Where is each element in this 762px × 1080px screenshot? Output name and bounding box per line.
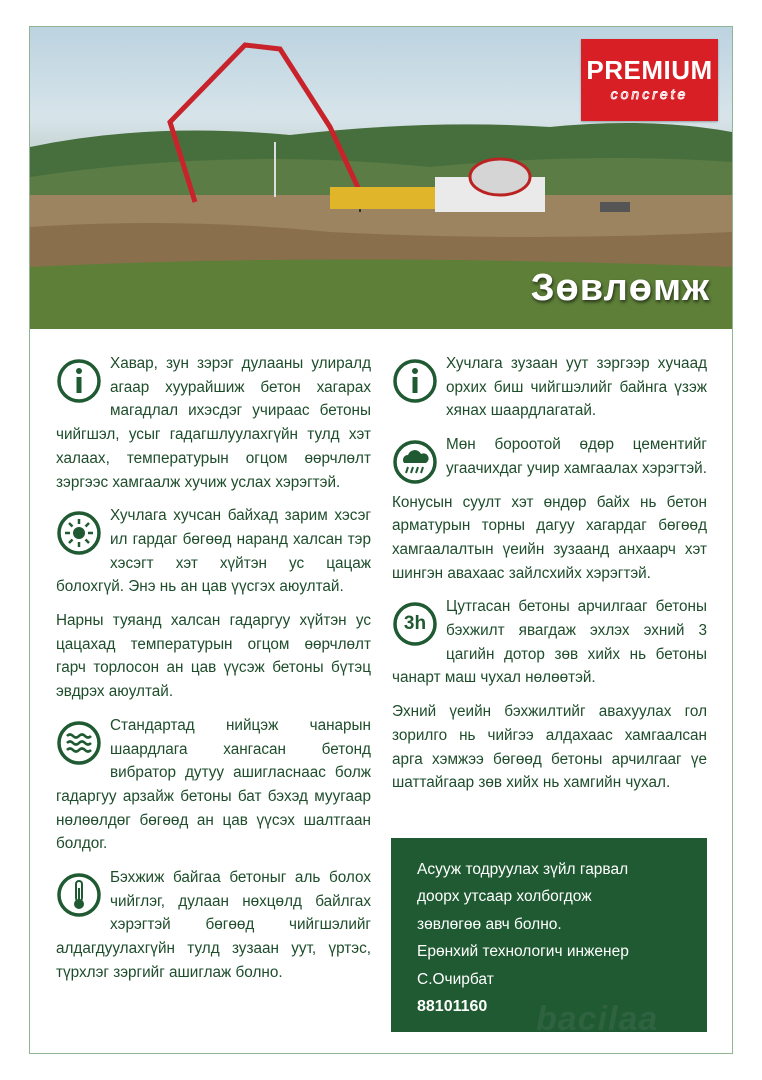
tip-paragraph xyxy=(56,714,371,856)
right-column xyxy=(392,352,707,805)
rain-cloud-icon xyxy=(392,439,438,485)
premium-concrete-logo xyxy=(581,39,718,121)
watermark: bacilaa xyxy=(536,1000,659,1038)
contact-line: доорх утсаар холбогдож xyxy=(417,888,592,906)
contact-job-title: Ерөнхий технологич инженер xyxy=(417,943,629,961)
contact-line: зөвлөгөө авч болно. xyxy=(417,915,562,933)
logo-tagline: concrete xyxy=(610,86,689,102)
tip-paragraph: Конусын суулт хэт өндөр байх нь бетон арматурын торны дагуу хагардаг бөгөөд хамгаалалтын үеийн зузаанд анхаарч хэт шингэн авахаас зайлсхийх хэрэгтэй. xyxy=(392,493,707,582)
waves-icon xyxy=(56,720,102,766)
tip-text: Хучлага зузаан уут зэргээр хучаад орхих биш чийгшэлийг байнга үзэж хянах шаардлагатай. xyxy=(446,355,707,420)
tip-paragraph xyxy=(56,352,371,494)
tip-paragraph xyxy=(56,504,371,599)
page-title: Зөвлөмж xyxy=(530,267,710,309)
time-3h-icon xyxy=(392,601,438,647)
tip-paragraph xyxy=(56,866,371,985)
tip-text: Стандартад нийцэж чанарын шаардлага хангасан бетонд вибратор дутуу ашигласнаас болж гадаргуу арзайж бетоны бат бэхэд муугаар нөлөөлдөг бөгөөд ан цав үүсэх шалтгаан болдог. xyxy=(56,716,371,853)
info-icon xyxy=(56,358,102,404)
logo-brand-name: PREMIUM xyxy=(586,55,713,85)
thermometer-icon xyxy=(56,872,102,918)
tip-text: Цутгасан бетоны арчилгааг бетоны бэхжилт явагдаж эхлэх эхний 3 цагийн дотор зөв хийх нь бетоны чанарт маш чухал нөлөөтэй. xyxy=(392,598,707,687)
contact-phone[interactable]: 88101160 xyxy=(417,998,488,1016)
left-column xyxy=(56,352,371,995)
tip-paragraph xyxy=(392,595,707,690)
hero-image xyxy=(30,27,732,329)
tip-text: Бэхжиж байгаа бетоныг аль болох чийглэг, дулаан нөхцөлд байлгах хэрэгтэй бөгөөд чийгшэлийг алдагдуулахгүйн тулд зузаан уут, үртэс, түрхлэг зэргийг ашиглаж болно. xyxy=(56,869,371,981)
tip-text: Мөн бороотой өдөр цементийг угаачихдаг учир хамгаалах хэрэгтэй. xyxy=(446,436,707,477)
tip-text: Хавар, зун зэрэг дулааны улиралд агаар хуурайшиж бетон хагарах магадлал ихэсдэг учираас бетоны чийгшэл, усыг гадагшлуулахгүйн тулд хэт халаах, температурын огцом өөрчлөлт зэргээс хамгаалж хучиж услах хэрэгтэй. xyxy=(56,355,371,491)
tip-paragraph xyxy=(392,433,707,480)
tip-text: Хучлага хучсан байхад зарим хэсэг ил гардаг бөгөөд наранд халсан тэр хэсэгт хэт хүйтэн ус цацаж болохгүй. Энэ нь ан цав үүсгэх аюултай. xyxy=(56,507,371,596)
time-3h-label: 3h xyxy=(403,613,427,635)
info-icon xyxy=(392,358,438,404)
sun-icon xyxy=(56,510,102,556)
tip-paragraph xyxy=(392,352,707,423)
contact-line: Асууж тодруулах зүйл гарвал xyxy=(417,861,629,878)
tip-paragraph: Эхний үеийн бэхжилтийг авахуулах гол зорилго нь чийгээ алдахаас хамгаалсан арга хэмжээ бөгөөд бетоны арчилгааг үе шаттайгаар зөв хийх нь хамгийн чухал. xyxy=(392,703,707,792)
tip-paragraph: Нарны туяанд халсан гадаргуу хүйтэн ус цацахад температурын огцом өөрчлөлт гарч торлосон ан цав үүсэж бетоны бүтэц эвдрэх аюултай. xyxy=(56,612,371,701)
contact-person-name: С.Очирбат xyxy=(417,970,494,988)
